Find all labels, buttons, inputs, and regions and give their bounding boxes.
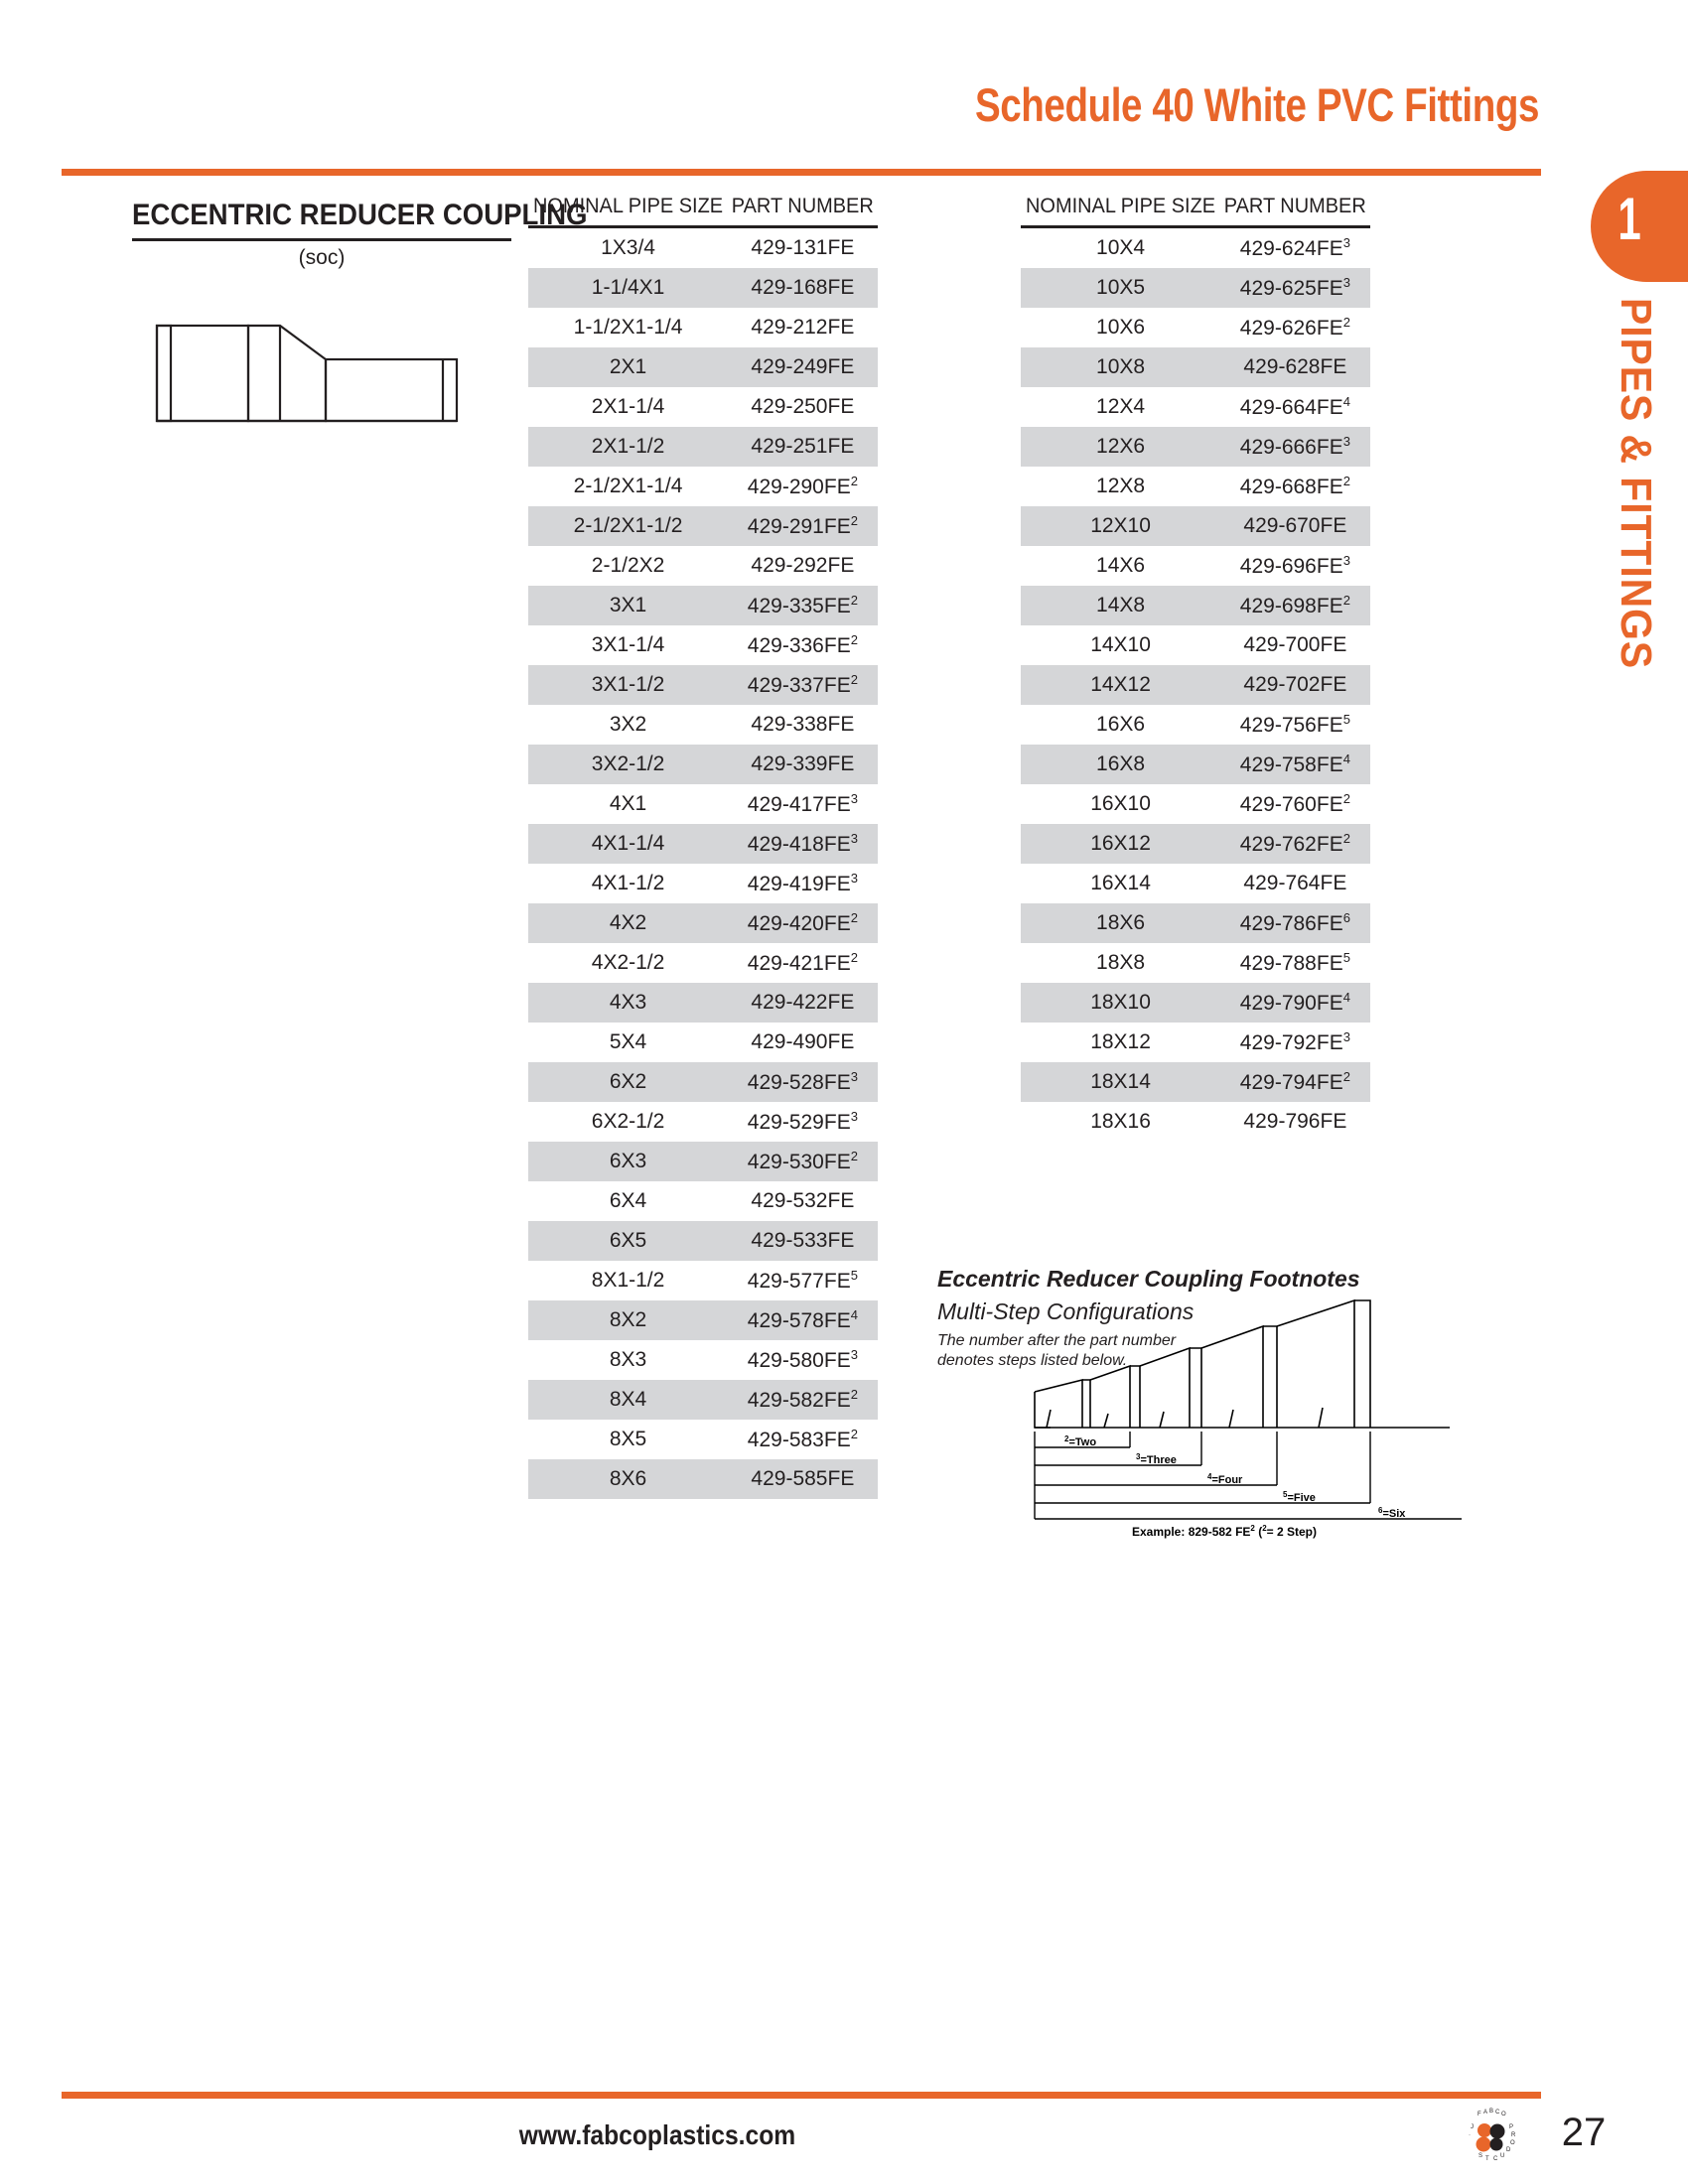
cell-part-number: 429-338FE — [751, 713, 855, 736]
cell-nominal-pipe-size: 4X1 — [609, 792, 647, 815]
cell-nominal-pipe-size: 10X8 — [1021, 347, 1220, 387]
table-row — [1021, 1062, 1370, 1102]
table-row — [528, 268, 878, 308]
cell-part-number: $429-762FE^2$ — [1220, 824, 1370, 864]
part-number-step-superscript: 6 — [1342, 910, 1350, 925]
cell-nominal-pipe-size: 14X6 — [1096, 554, 1146, 577]
cell-part-number: $429-420FE^2$ — [728, 903, 878, 943]
table-row — [528, 1102, 878, 1142]
cell-nominal-pipe-size: 6X5 — [528, 1221, 728, 1261]
svg-text:T: T — [1485, 2156, 1489, 2162]
table-row — [528, 903, 878, 943]
cell-nominal-pipe-size: 2-1/2X2 — [591, 554, 665, 577]
table-row — [1021, 943, 1370, 983]
cell-part-number: $429-335FE^2$ — [728, 586, 878, 625]
cell-part-number: $429-577FE^5$ — [747, 1268, 858, 1293]
table-row — [528, 1340, 878, 1380]
part-number-step-superscript: 2 — [1342, 791, 1350, 806]
cell-part-number: $429-418FE^3$ — [728, 824, 878, 864]
part-number-step-superscript: 2 — [850, 910, 858, 925]
table-row — [1021, 903, 1370, 943]
table-row — [528, 943, 878, 983]
svg-text:B: B — [1489, 2109, 1494, 2115]
table-row — [528, 347, 878, 387]
part-number-step-superscript: 2 — [1342, 831, 1350, 846]
cell-nominal-pipe-size: 6X2-1/2 — [591, 1110, 665, 1133]
part-number-step-superscript: 2 — [850, 593, 858, 608]
table-row — [528, 983, 878, 1023]
table-row — [1021, 506, 1370, 546]
cell-nominal-pipe-size: 18X10 — [1021, 983, 1220, 1023]
cell-nominal-pipe-size: 16X8 — [1021, 745, 1220, 784]
svg-text:C: C — [1495, 2110, 1500, 2116]
footnotes-note: The number after the part number denotes steps listed below. — [937, 1332, 1177, 1369]
table-row — [1021, 1023, 1370, 1062]
table-row — [1021, 1102, 1370, 1142]
part-number-step-superscript: 3 — [850, 1069, 858, 1084]
cell-part-number: 429-292FE — [751, 554, 855, 577]
cell-part-number: $429-580FE^3$ — [747, 1347, 858, 1372]
cell-nominal-pipe-size: 3X2-1/2 — [528, 745, 728, 784]
part-number-step-superscript: 2 — [850, 1149, 858, 1163]
cell-nominal-pipe-size: 8X4 — [528, 1380, 728, 1420]
footnotes-subtitle: Multi-Step Configurations — [937, 1298, 1195, 1324]
page-title: Schedule 40 White PVC Fittings — [974, 78, 1539, 131]
part-number-step-superscript: 2 — [850, 632, 858, 647]
cell-nominal-pipe-size: 10X4 — [1096, 236, 1146, 259]
part-number-step-superscript: 5 — [1342, 950, 1350, 965]
section-tab-number: 1 — [1618, 186, 1641, 252]
svg-text:O: O — [1501, 2112, 1506, 2117]
table-row — [1021, 387, 1370, 427]
product-subtitle: (soc) — [298, 246, 346, 269]
cell-part-number: 429-700FE — [1243, 633, 1347, 656]
cell-nominal-pipe-size: 8X5 — [609, 1428, 647, 1450]
part-number-step-superscript: 3 — [850, 1109, 858, 1124]
table-row — [1021, 864, 1370, 903]
svg-text:Example: 829-582 FE2 (2= 2 St: Example: 829-582 $FE^2$ ($^2$= 2 Step) — [1132, 1524, 1318, 1539]
parts-table-left — [528, 195, 878, 1499]
cell-nominal-pipe-size: 18X8 — [1096, 951, 1146, 974]
footer-divider — [62, 2092, 1541, 2099]
part-number-step-superscript: 2 — [1342, 1069, 1350, 1084]
cell-part-number: $429-664FE^4$ — [1239, 394, 1350, 419]
table-row — [528, 467, 878, 506]
section-tab-label: PIPES & FITTINGS — [1612, 298, 1660, 670]
table-row — [528, 1459, 878, 1499]
part-number-step-superscript: 3 — [1342, 553, 1350, 568]
cell-nominal-pipe-size: 3X2 — [609, 713, 647, 736]
svg-text:U: U — [1500, 2153, 1505, 2159]
cell-nominal-pipe-size: 4X3 — [528, 983, 728, 1023]
fabco-products-logo — [1460, 2107, 1521, 2168]
table-row — [528, 1380, 878, 1420]
part-number-step-superscript: 3 — [1342, 434, 1350, 449]
cell-nominal-pipe-size: 3X1-1/2 — [528, 665, 728, 705]
svg-text:2=Two: $^2$=Two — [1064, 1434, 1097, 1448]
cell-nominal-pipe-size: 16X10 — [1090, 792, 1151, 815]
cell-part-number: 429-764FE — [1243, 872, 1347, 894]
footer-url[interactable]: www.fabcoplastics.com — [518, 2119, 796, 2150]
cell-nominal-pipe-size: 14X10 — [1090, 633, 1151, 656]
cell-part-number: $429-786FE^6$ — [1220, 903, 1370, 943]
cell-nominal-pipe-size: 4X2-1/2 — [591, 951, 665, 974]
table-row — [528, 546, 878, 586]
table-row — [528, 665, 878, 705]
cell-part-number: $429-421FE^2$ — [747, 950, 858, 975]
part-number-step-superscript: 2 — [850, 513, 858, 528]
cell-nominal-pipe-size: 4X1-1/2 — [591, 872, 665, 894]
cell-part-number: $429-337FE^2$ — [728, 665, 878, 705]
page-number: 27 — [1561, 2111, 1607, 2154]
part-number-step-superscript: 2 — [850, 474, 858, 488]
table-row — [528, 506, 878, 546]
part-number-step-superscript: 3 — [1342, 275, 1350, 290]
table-row — [1021, 467, 1370, 506]
cell-nominal-pipe-size: 12X8 — [1096, 475, 1146, 497]
cell-nominal-pipe-size: 2-1/2X1-1/4 — [573, 475, 683, 497]
cell-part-number: $429-528FE^3$ — [728, 1062, 878, 1102]
table-row — [1021, 546, 1370, 586]
part-number-step-superscript: 4 — [850, 1307, 858, 1322]
eccentric-reducer-coupling-drawing — [149, 288, 467, 457]
part-number-step-superscript: 5 — [850, 1268, 858, 1283]
table-row — [528, 1181, 878, 1221]
table-row — [528, 864, 878, 903]
cell-part-number: 429-251FE — [728, 427, 878, 467]
cell-nominal-pipe-size: 10X6 — [1096, 316, 1146, 339]
svg-text:5=Five: $^5$=Five — [1283, 1490, 1316, 1504]
table-row — [1021, 824, 1370, 864]
table-row — [1021, 983, 1370, 1023]
cell-part-number: $429-792FE^3$ — [1239, 1029, 1350, 1054]
part-number-step-superscript: 4 — [1342, 751, 1350, 766]
part-number-step-superscript: 5 — [1342, 712, 1350, 727]
product-title-divider — [132, 238, 511, 241]
cell-part-number: 429-422FE — [728, 983, 878, 1023]
svg-text:O: O — [1510, 2140, 1515, 2146]
footnotes-title: Eccentric Reducer Coupling Footnotes — [937, 1266, 1360, 1292]
cell-nominal-pipe-size: 18X16 — [1090, 1110, 1151, 1133]
svg-text:C: C — [1493, 2156, 1498, 2162]
cell-part-number: $429-760FE^2$ — [1239, 791, 1350, 816]
table-row — [1021, 745, 1370, 784]
cell-nominal-pipe-size: 12X10 — [1021, 506, 1220, 546]
part-number-step-superscript: 3 — [850, 1347, 858, 1362]
parts-table-right — [1021, 195, 1370, 1142]
cell-part-number: $429-696FE^3$ — [1239, 553, 1350, 578]
svg-text:4=Four: $^4$=Four — [1207, 1472, 1243, 1486]
cell-nominal-pipe-size: 12X4 — [1096, 395, 1146, 418]
table-row — [1021, 308, 1370, 347]
cell-nominal-pipe-size: 1-1/4X1 — [528, 268, 728, 308]
cell-part-number: $429-291FE^2$ — [728, 506, 878, 546]
part-number-step-superscript: 2 — [1342, 593, 1350, 608]
cell-nominal-pipe-size: 14X12 — [1021, 665, 1220, 705]
table-row — [528, 1300, 878, 1340]
cell-part-number: 429-339FE — [728, 745, 878, 784]
part-number-step-superscript: 3 — [850, 871, 858, 886]
header-divider — [62, 169, 1541, 176]
cell-nominal-pipe-size: 3X1 — [528, 586, 728, 625]
table-header-row — [528, 195, 878, 227]
table-row — [528, 308, 878, 347]
cell-nominal-pipe-size: 16X6 — [1096, 713, 1146, 736]
table-row — [1021, 665, 1370, 705]
svg-text:D: D — [1506, 2147, 1511, 2153]
cell-part-number: $429-668FE^2$ — [1239, 474, 1350, 498]
cell-nominal-pipe-size: 2X1 — [528, 347, 728, 387]
svg-text:·: · — [1469, 2132, 1471, 2138]
cell-nominal-pipe-size: 1-1/2X1-1/4 — [573, 316, 683, 339]
part-number-step-superscript: 2 — [850, 672, 858, 687]
cell-part-number: 429-490FE — [751, 1030, 855, 1053]
column-header-part-number: PART NUMBER — [732, 195, 874, 227]
table-row — [528, 784, 878, 824]
table-row — [528, 427, 878, 467]
cell-part-number: $429-626FE^2$ — [1239, 315, 1350, 340]
table-row — [528, 824, 878, 864]
table-row — [1021, 427, 1370, 467]
table-row — [528, 387, 878, 427]
cell-part-number: $429-666FE^3$ — [1220, 427, 1370, 467]
cell-nominal-pipe-size: 10X5 — [1021, 268, 1220, 308]
cell-nominal-pipe-size: 18X6 — [1021, 903, 1220, 943]
cell-part-number: $429-756FE^5$ — [1239, 712, 1350, 737]
cell-nominal-pipe-size: 8X6 — [528, 1459, 728, 1499]
table-row — [1021, 268, 1370, 308]
table-row — [1021, 347, 1370, 387]
table-left-body — [528, 227, 878, 1500]
part-number-step-superscript: 3 — [850, 791, 858, 806]
cell-part-number: $429-529FE^3$ — [747, 1109, 858, 1134]
cell-part-number: 429-796FE — [1243, 1110, 1347, 1133]
part-number-step-superscript: 2 — [850, 950, 858, 965]
cell-nominal-pipe-size: 16X14 — [1090, 872, 1151, 894]
section-tab — [1591, 171, 1688, 282]
multi-step-configuration-diagram — [1013, 1281, 1479, 1539]
svg-text:F: F — [1477, 2112, 1481, 2117]
part-number-step-superscript: 2 — [1342, 315, 1350, 330]
cell-part-number: $429-419FE^3$ — [747, 871, 858, 895]
cell-nominal-pipe-size: 18X14 — [1021, 1062, 1220, 1102]
cell-nominal-pipe-size: 5X4 — [609, 1030, 647, 1053]
cell-nominal-pipe-size: 2-1/2X1-1/2 — [528, 506, 728, 546]
part-number-step-superscript: 2 — [850, 1387, 858, 1402]
column-header-nominal-pipe-size: NOMINAL PIPE SIZE — [1026, 195, 1215, 227]
svg-text:S: S — [1478, 2153, 1483, 2159]
cell-nominal-pipe-size: 3X1-1/4 — [591, 633, 665, 656]
part-number-step-superscript: 3 — [850, 831, 858, 846]
cell-part-number: 429-585FE — [728, 1459, 878, 1499]
cell-part-number: $429-582FE^2$ — [728, 1380, 878, 1420]
part-number-step-superscript: 2 — [1342, 474, 1350, 488]
table-row — [528, 227, 878, 269]
table-row — [528, 705, 878, 745]
cell-nominal-pipe-size: 1X3/4 — [601, 236, 655, 259]
svg-text:J: J — [1471, 2124, 1474, 2130]
cell-nominal-pipe-size: 6X4 — [609, 1189, 647, 1212]
table-right-body — [1021, 227, 1370, 1143]
cell-part-number: 429-628FE — [1220, 347, 1370, 387]
svg-text:6=Six: $^6$=Six — [1378, 1506, 1406, 1520]
cell-part-number: 429-131FE — [751, 236, 855, 259]
cell-part-number: 429-670FE — [1220, 506, 1370, 546]
cell-part-number: 429-702FE — [1220, 665, 1370, 705]
cell-part-number: $429-530FE^2$ — [728, 1142, 878, 1181]
cell-nominal-pipe-size: 12X6 — [1021, 427, 1220, 467]
cell-part-number: $429-583FE^2$ — [747, 1427, 858, 1451]
part-number-step-superscript: 3 — [1342, 1029, 1350, 1044]
part-number-step-superscript: 4 — [1342, 394, 1350, 409]
table-row — [1021, 784, 1370, 824]
cell-part-number: 429-249FE — [728, 347, 878, 387]
cell-part-number: $429-625FE^3$ — [1220, 268, 1370, 308]
cell-part-number: 429-533FE — [728, 1221, 878, 1261]
cell-part-number: $429-758FE^4$ — [1220, 745, 1370, 784]
table-row — [528, 1023, 878, 1062]
cell-part-number: $429-417FE^3$ — [747, 791, 858, 816]
cell-nominal-pipe-size: 8X3 — [609, 1348, 647, 1371]
cell-part-number: $429-578FE^4$ — [728, 1300, 878, 1340]
part-number-step-superscript: 3 — [1342, 235, 1350, 250]
cell-part-number: $429-794FE^2$ — [1220, 1062, 1370, 1102]
cell-nominal-pipe-size: 14X8 — [1021, 586, 1220, 625]
cell-nominal-pipe-size: 2X1-1/2 — [528, 427, 728, 467]
cell-part-number: 429-250FE — [751, 395, 855, 418]
cell-nominal-pipe-size: 16X12 — [1021, 824, 1220, 864]
cell-nominal-pipe-size: 4X2 — [528, 903, 728, 943]
cell-part-number: $429-290FE^2$ — [747, 474, 858, 498]
cell-part-number: 429-212FE — [751, 316, 855, 339]
svg-text:3=Three: $^3$=Three — [1136, 1452, 1177, 1466]
product-title: ECCENTRIC REDUCER COUPLING — [132, 199, 588, 231]
cell-part-number: $429-624FE^3$ — [1239, 235, 1350, 260]
svg-text:P: P — [1509, 2124, 1514, 2130]
cell-nominal-pipe-size: 2X1-1/4 — [591, 395, 665, 418]
cell-part-number: 429-532FE — [751, 1189, 855, 1212]
table-row — [528, 1142, 878, 1181]
svg-text:A: A — [1483, 2110, 1488, 2116]
table-row — [528, 745, 878, 784]
cell-nominal-pipe-size: 6X3 — [528, 1142, 728, 1181]
table-row — [528, 1420, 878, 1459]
cell-part-number: $429-790FE^4$ — [1220, 983, 1370, 1023]
table-row — [528, 1261, 878, 1300]
cell-nominal-pipe-size: 8X2 — [528, 1300, 728, 1340]
part-number-step-superscript: 2 — [850, 1427, 858, 1441]
cell-part-number: $429-698FE^2$ — [1220, 586, 1370, 625]
column-header-part-number: PART NUMBER — [1224, 195, 1366, 227]
cell-nominal-pipe-size: 18X12 — [1090, 1030, 1151, 1053]
cell-nominal-pipe-size: 6X2 — [528, 1062, 728, 1102]
cell-part-number: $429-336FE^2$ — [747, 632, 858, 657]
cell-part-number: $429-788FE^5$ — [1239, 950, 1350, 975]
table-row — [528, 625, 878, 665]
table-row — [1021, 705, 1370, 745]
table-row — [1021, 227, 1370, 269]
table-header-row — [1021, 195, 1370, 227]
table-row — [1021, 586, 1370, 625]
table-row — [528, 1221, 878, 1261]
cell-nominal-pipe-size: 4X1-1/4 — [528, 824, 728, 864]
table-row — [528, 1062, 878, 1102]
part-number-step-superscript: 4 — [1342, 990, 1350, 1005]
table-row — [1021, 625, 1370, 665]
column-header-nominal-pipe-size: NOMINAL PIPE SIZE — [533, 195, 723, 227]
cell-nominal-pipe-size: 8X1-1/2 — [591, 1269, 665, 1292]
cell-part-number: 429-168FE — [728, 268, 878, 308]
table-row — [528, 586, 878, 625]
svg-text:R: R — [1511, 2132, 1516, 2138]
